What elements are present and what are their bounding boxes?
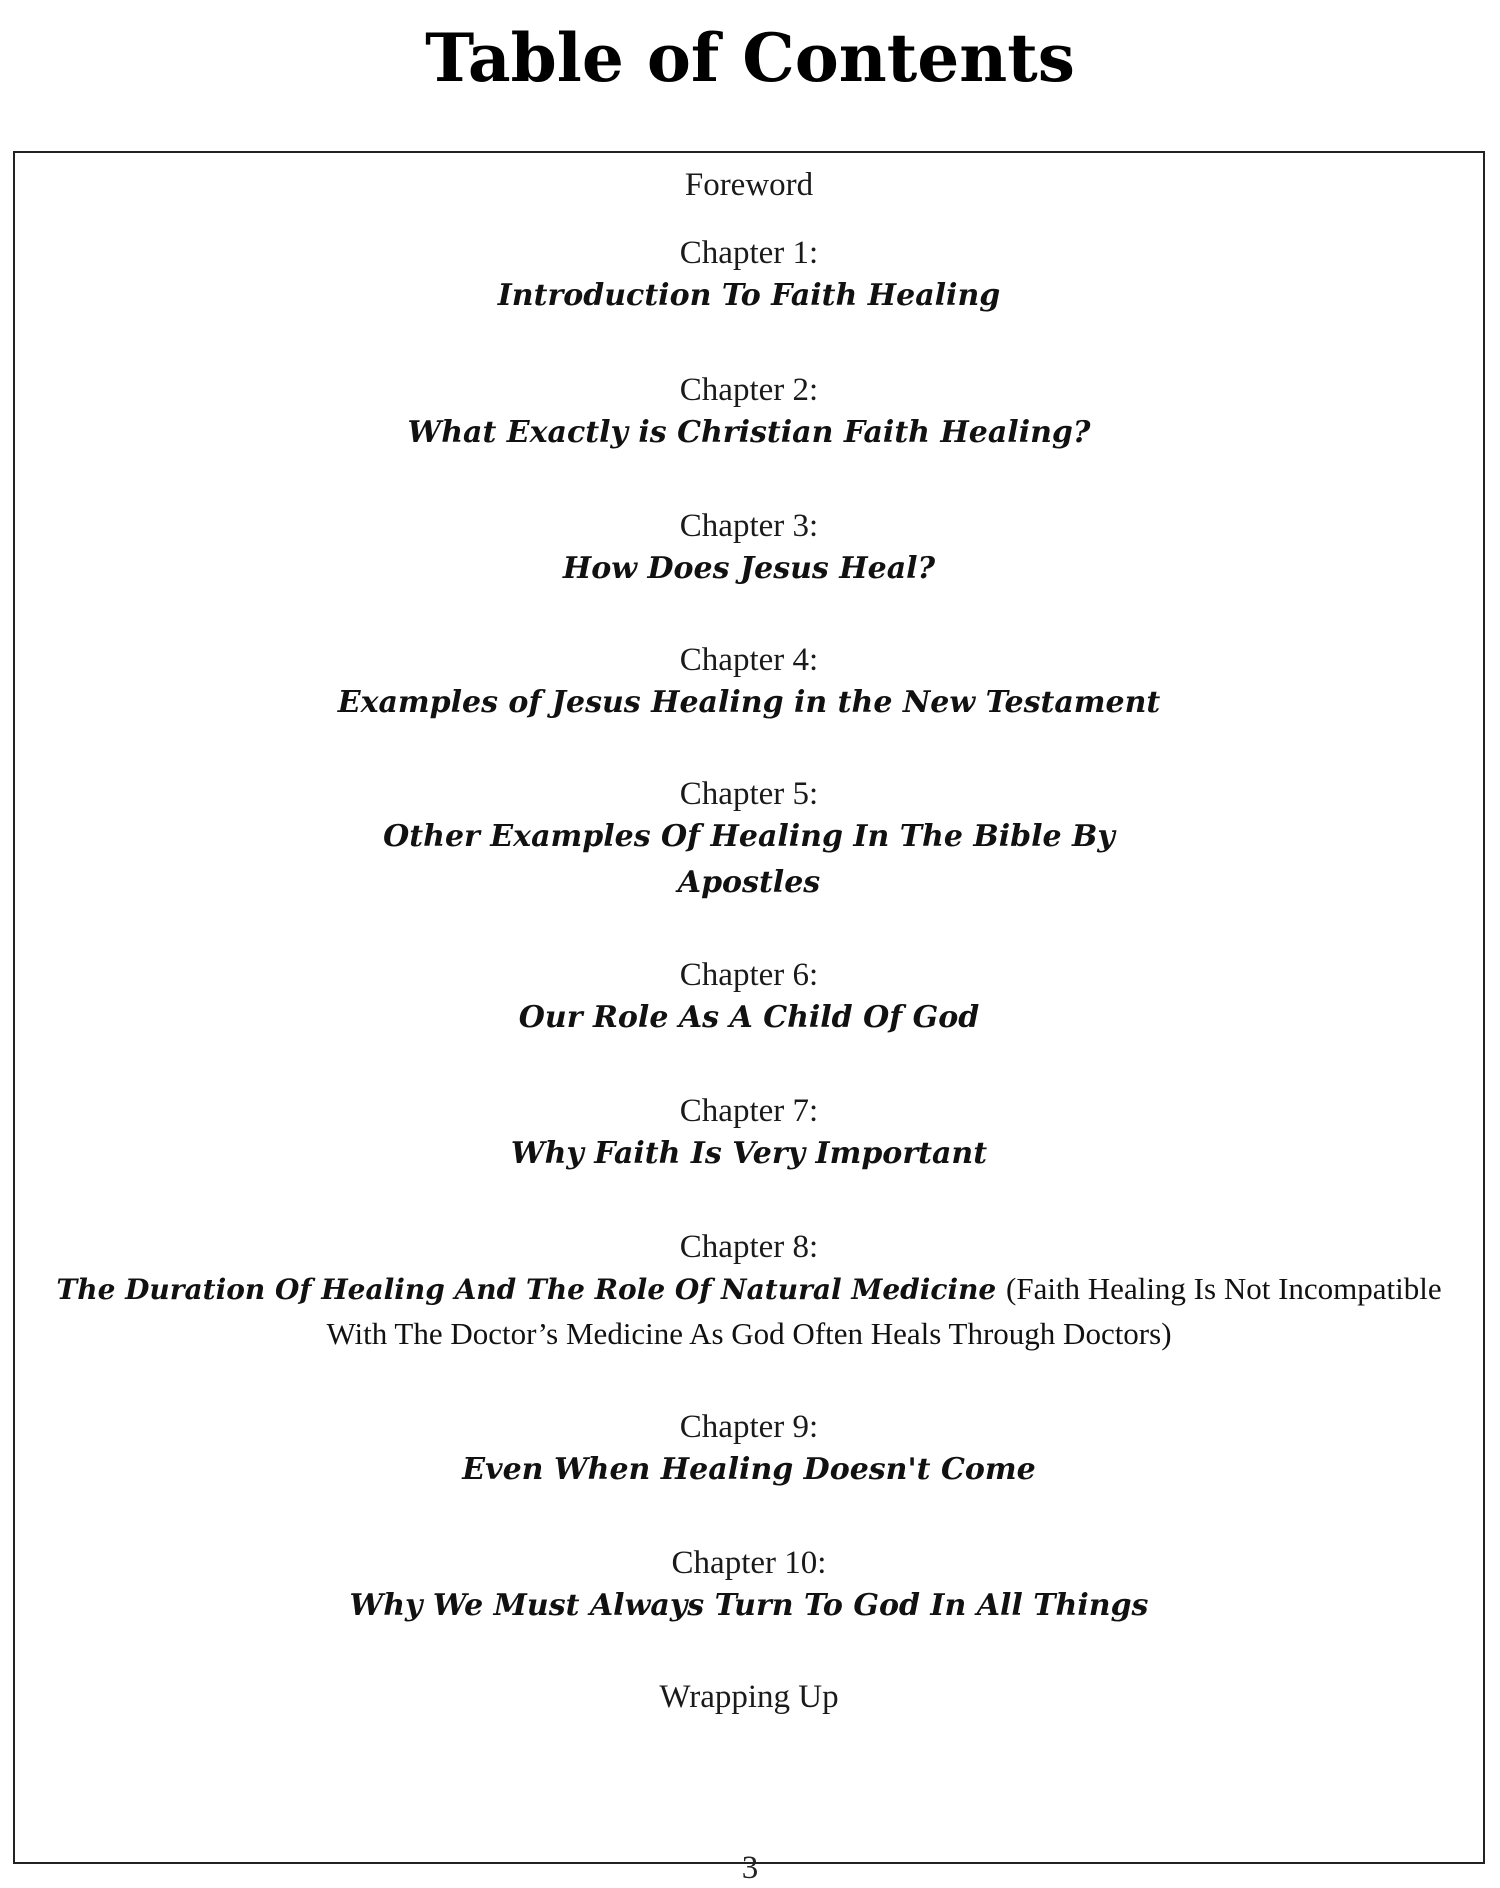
chapter-title: Why We Must Always Turn To God In All Things	[349, 1588, 1149, 1623]
toc-item-chapter-7[interactable]	[15, 1091, 1483, 1177]
toc-item-chapter-10[interactable]	[15, 1543, 1483, 1629]
chapter-title: The Duration Of Healing And The Role Of Natural Medicine	[56, 1273, 997, 1306]
page-number: 3	[741, 1850, 759, 1886]
chapter-title: Examples of Jesus Healing in the New Testament	[337, 685, 1161, 720]
chapter-number: Chapter 10:	[671, 1545, 827, 1581]
toc-item-chapter-4[interactable]	[15, 640, 1483, 726]
foreword-label: Foreword	[684, 167, 814, 203]
chapter-title: Even When Healing Doesn't Come	[462, 1452, 1036, 1487]
chapter-title: Why Faith Is Very Important	[510, 1136, 988, 1171]
chapter-title: Other Examples Of Healing In The Bible By Apostles	[383, 819, 1115, 900]
chapter-number: Chapter 3:	[679, 508, 819, 544]
chapter-number: Chapter 1:	[679, 235, 819, 271]
toc-item-chapter-5[interactable]	[15, 774, 1483, 906]
toc-item-chapter-3[interactable]	[15, 506, 1483, 592]
toc-item-foreword[interactable]	[15, 165, 1483, 205]
chapter-number: Chapter 4:	[679, 642, 819, 678]
page-title: Table of Contents	[425, 19, 1075, 97]
toc-item-chapter-2[interactable]	[15, 370, 1483, 456]
toc-item-chapter-6[interactable]	[15, 955, 1483, 1041]
toc-list	[15, 153, 1483, 1862]
chapter-number: Chapter 2:	[679, 372, 819, 408]
wrapping-up-label: Wrapping Up	[659, 1679, 839, 1715]
chapter-number: Chapter 6:	[679, 957, 819, 993]
chapter-number: Chapter 5:	[679, 776, 819, 812]
toc-box	[13, 151, 1485, 1864]
chapter-note: (Faith Healing Is Not Incompatible With The Doctor’s Medicine As God Often Heals Through Doctors)	[326, 1271, 1442, 1351]
toc-item-chapter-1[interactable]	[15, 233, 1483, 319]
chapter-title: What Exactly is Christian Faith Healing?	[407, 415, 1091, 450]
toc-item-chapter-9[interactable]	[15, 1407, 1483, 1493]
chapter-title: Introduction To Faith Healing	[497, 278, 1001, 313]
chapter-title-with-note	[15, 1267, 1483, 1357]
toc-item-chapter-8[interactable]	[15, 1227, 1483, 1357]
toc-item-wrapping-up[interactable]	[15, 1677, 1483, 1717]
chapter-number: Chapter 8:	[679, 1229, 819, 1265]
chapter-number: Chapter 7:	[679, 1093, 819, 1129]
chapter-title: How Does Jesus Heal?	[562, 551, 936, 586]
chapter-number: Chapter 9:	[679, 1409, 819, 1445]
chapter-title: Our Role As A Child Of God	[518, 1000, 980, 1035]
